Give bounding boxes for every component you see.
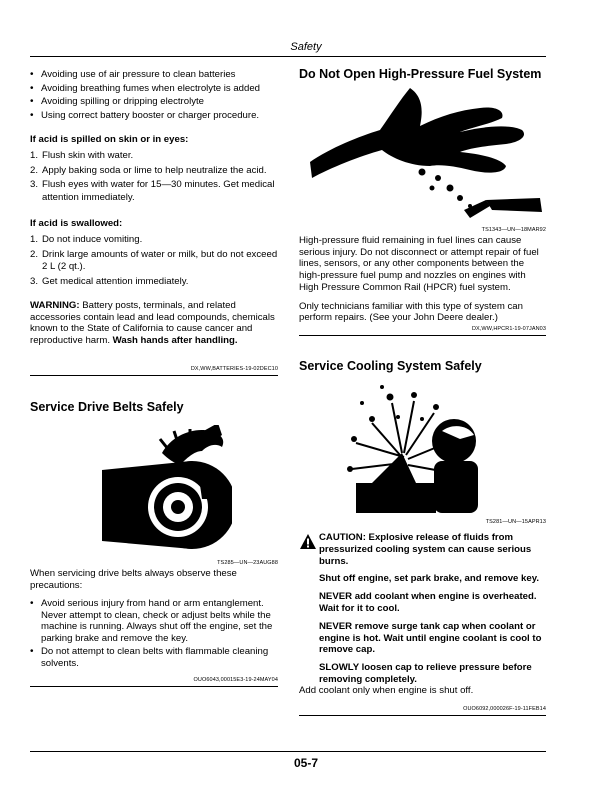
cooling-title: Service Cooling System Safely xyxy=(299,359,482,373)
belts-title: Service Drive Belts Safely xyxy=(30,400,184,414)
list-item: • Avoiding use of air pressure to clean batteries xyxy=(30,68,278,82)
cooling-image-code: TS281—UN—15APR13 xyxy=(485,519,546,525)
step-number: 1. xyxy=(30,150,39,161)
swallow-heading: If acid is swallowed: xyxy=(30,218,123,229)
section-rule xyxy=(299,335,546,336)
skin-steps xyxy=(30,150,278,204)
belts-code: OUO6043,00015E3-19-24MAY04 xyxy=(193,677,278,683)
cooling-line: SLOWLY loosen cap to relieve pressure before removing completely. xyxy=(319,662,532,685)
belts-image-code: TS285—UN—23AUG88 xyxy=(217,560,278,566)
fuel-title: Do Not Open High-Pressure Fuel System xyxy=(299,67,542,81)
step-text: Flush skin with water. xyxy=(42,150,134,161)
list-item xyxy=(30,249,278,274)
footer-rule xyxy=(30,751,546,752)
list-item: • Avoiding breathing fumes when electrolyte is added xyxy=(30,82,278,96)
step-number: 3. xyxy=(30,275,39,287)
fuel-image-code: TS1343—UN—18MAR92 xyxy=(481,227,546,233)
list-item xyxy=(30,165,278,178)
belts-bullet-list xyxy=(30,598,278,669)
skin-heading: If acid is spilled on skin or in eyes: xyxy=(30,134,189,145)
belts-intro: When servicing drive belts always observe these precautions: xyxy=(30,568,237,591)
step-text: Get medical attention immediately. xyxy=(42,275,189,287)
warning-text: Battery posts, terminals, and related accessories contain lead and lead compounds, chemicals known to the State of California to cause cancer and reproductive harm. xyxy=(30,300,275,346)
section-rule xyxy=(30,686,278,687)
cooling-line: Shut off engine, set park brake, and remove key. xyxy=(319,573,540,585)
page-number: 05-7 xyxy=(293,756,319,770)
caution-triangle-icon xyxy=(300,534,316,549)
cooling-system-illustration xyxy=(342,383,492,515)
drive-belt-illustration xyxy=(82,425,232,555)
belts-body xyxy=(30,568,278,669)
cooling-instructions xyxy=(319,532,547,692)
list-item xyxy=(30,150,278,163)
list-item: • Avoid serious injury from hand or arm entanglement. Never attempt to clean, check or adjust belts while the machine is running. Always shut off the engine, set the parking brake and remove the key. xyxy=(30,598,278,644)
step-text: Do not induce vomiting. xyxy=(42,234,143,245)
step-text: Drink large amounts of water or milk, but do not exceed 2 L (2 qt.). xyxy=(42,248,278,272)
list-item xyxy=(30,179,278,204)
cooling-note: Add coolant only when engine is shut off. xyxy=(299,685,474,696)
header-rule xyxy=(30,56,546,57)
left-column xyxy=(30,68,278,346)
section-rule xyxy=(30,375,278,376)
list-item xyxy=(30,234,278,247)
battery-code: DX,WW,BATTERIES-19-02DEC10 xyxy=(190,366,278,372)
step-text: Flush eyes with water for 15—30 minutes. Get medical attention immediately. xyxy=(42,179,275,203)
battery-bullet-list xyxy=(30,68,278,122)
fuel-paragraph-2: Only technicians familiar with this type of system can perform repairs. (See your John Deere dealer.) xyxy=(299,300,523,324)
step-number: 2. xyxy=(30,164,39,176)
swallow-steps xyxy=(30,234,278,288)
list-item: • Avoiding spilling or dripping electrolyte xyxy=(30,95,278,109)
step-text: Apply baking soda or lime to help neutralize the acid. xyxy=(42,164,267,176)
step-number: 2. xyxy=(30,248,39,260)
caution-text: CAUTION: Explosive release of fluids from pressurized cooling system can cause serious burns. xyxy=(319,532,532,567)
warning-label: WARNING: xyxy=(30,300,80,311)
warning-bold-text: Wash hands after handling. xyxy=(112,334,238,346)
list-item: • Do not attempt to clean belts with flammable cleaning solvents. xyxy=(30,646,278,669)
high-pressure-fluid-illustration xyxy=(310,86,545,226)
warning-paragraph xyxy=(30,300,278,346)
section-rule xyxy=(299,715,546,716)
step-number: 3. xyxy=(30,179,39,190)
running-header: Safety xyxy=(290,41,322,53)
fuel-code: DX,WW,HPCR1-19-07JAN03 xyxy=(471,326,546,332)
fuel-paragraph-1: High-pressure fluid remaining in fuel lines can cause serious injury. Do not disconnect or attempt repair of fuel lines, sensors, or any other components between the high-pressure fuel pump and nozzles on engines with High Pressure Common Rail (HPCR) fuel system. xyxy=(299,235,539,293)
list-item: • Using correct battery booster or charger procedure. xyxy=(30,109,278,123)
cooling-code: OUO6092,000026F-19-11FEB14 xyxy=(463,706,546,712)
list-item xyxy=(30,276,278,289)
cooling-line: NEVER add coolant when engine is overheated. Wait for it to cool. xyxy=(319,591,537,614)
fuel-body xyxy=(299,235,546,324)
step-number: 1. xyxy=(30,234,39,245)
cooling-line: NEVER remove surge tank cap when coolant or engine is hot. Wait until engine coolant is cool to remove cap. xyxy=(319,620,542,656)
